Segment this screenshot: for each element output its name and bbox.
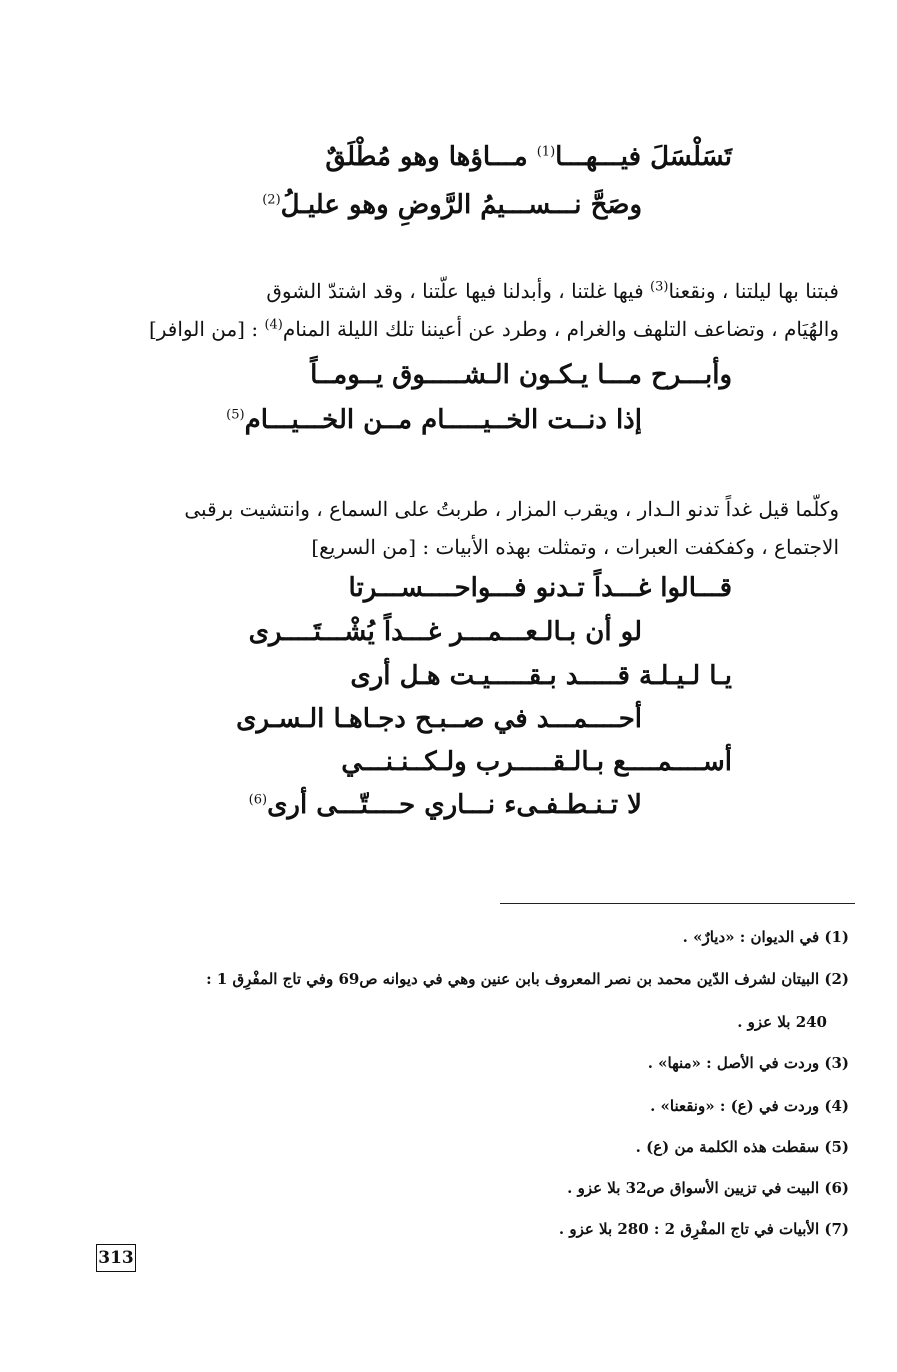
paragraph-1 bbox=[118, 272, 839, 348]
footnote-2-continued: 240 بلا عزو . bbox=[737, 1013, 827, 1031]
footnote-3: (3) وردت في الأصل : «منها» . bbox=[647, 1054, 849, 1072]
poem2-line2-text: إذا دنــت الخــيـــــام مــن الخـــيـــام bbox=[244, 405, 642, 435]
footnote-ref-6: (6) bbox=[248, 792, 268, 808]
poem1-line2 bbox=[262, 190, 642, 220]
footnote-2: (2) البيتان لشرف الدّين محمد بن نصر المعروف بابن عنين وهي في ديوانه ص69 وفي تاج المفْرِق 1 : bbox=[206, 970, 849, 988]
page-number: 313 bbox=[96, 1244, 136, 1272]
poem3-line3: يـا لـيـلـة قـــــد بـقـــــيـت هـل أرى bbox=[350, 661, 732, 691]
footnote-4: (4) وردت في (ع) : «ونقعنا» . bbox=[650, 1097, 849, 1115]
footnote-ref-5: (5) bbox=[226, 407, 245, 423]
footnote-ref-4: (4) bbox=[264, 317, 283, 333]
poem3-line6 bbox=[249, 790, 642, 820]
footnote-separator bbox=[500, 903, 855, 904]
paragraph-1-line2: والهُيَام ، وتضاعف التلهف والغرام ، وطرد عن أعيننا تلك الليلة المنام$^{(4)}$ : [من الوافر] bbox=[148, 317, 839, 341]
poem3-line1: قـــالوا غـــداً تـدنو فـــواحــــســـرتا bbox=[348, 573, 732, 603]
paragraph-1-line1: فبتنا بها ليلتنا ، ونقعنا$^{(3)}$ فيها غلتنا ، وأبدلنا فيها علّتنا ، وقد اشتدّ الشوق bbox=[266, 279, 839, 303]
poem1-line1-end: مـــاؤها وهو مُطْلَقٌ bbox=[325, 142, 528, 172]
poem3-line5: أســــمــــع بـالـقـــــرب ولـكــنـنـــي bbox=[341, 747, 732, 777]
poem3-line6-text: لا تـنـطـفـىء نـــاري حــــتّـــى أرى bbox=[267, 790, 642, 820]
poem3-line2: لو أن بـالـعـــمـــر غـــداً يُشْـــتَــــرى bbox=[248, 617, 642, 647]
footnote-ref-1: (1) bbox=[536, 144, 556, 160]
poem1-line1 bbox=[325, 142, 732, 172]
footnote-1: (1) في الديوان : «ديارٌ» . bbox=[682, 928, 849, 946]
poem2-line1: وأبـــرح مـــا يـكـون الـشـــــوق يــومــاً bbox=[310, 360, 732, 390]
poem1-line1-start: تَسَلْسَلَ فيـــهـــا bbox=[555, 142, 732, 172]
footnote-6: (6) البيت في تزيين الأسواق ص32 بلا عزو . bbox=[567, 1179, 849, 1197]
paragraph-2-line2: الاجتماع ، وكفكفت العبرات ، وتمثلت بهذه الأبيات : [من السريع] bbox=[311, 535, 839, 559]
poem2-line2 bbox=[226, 405, 642, 435]
paragraph-2-line1: وكلّما قيل غداً تدنو الـدار ، ويقرب المزار ، طربتُ على السماع ، وانتشيت برقبى bbox=[184, 497, 839, 521]
paragraph-2 bbox=[118, 490, 839, 566]
poem1-line2-text: وصَحَّ نـــســـيمُ الرَّوضِ وهو عليـلُ bbox=[280, 190, 642, 220]
footnote-ref-2: (2) bbox=[262, 192, 281, 208]
footnote-5: (5) سقطت هذه الكلمة من (ع) . bbox=[635, 1138, 849, 1156]
footnote-ref-3: (3) bbox=[650, 279, 669, 295]
poem3-line4: أحــــمـــد في صــبـح دجـاهـا الـسـرى bbox=[236, 704, 642, 734]
footnote-7: (7) الأبيات في تاج المفْرِق 2 : 280 بلا عزو . bbox=[558, 1220, 849, 1238]
